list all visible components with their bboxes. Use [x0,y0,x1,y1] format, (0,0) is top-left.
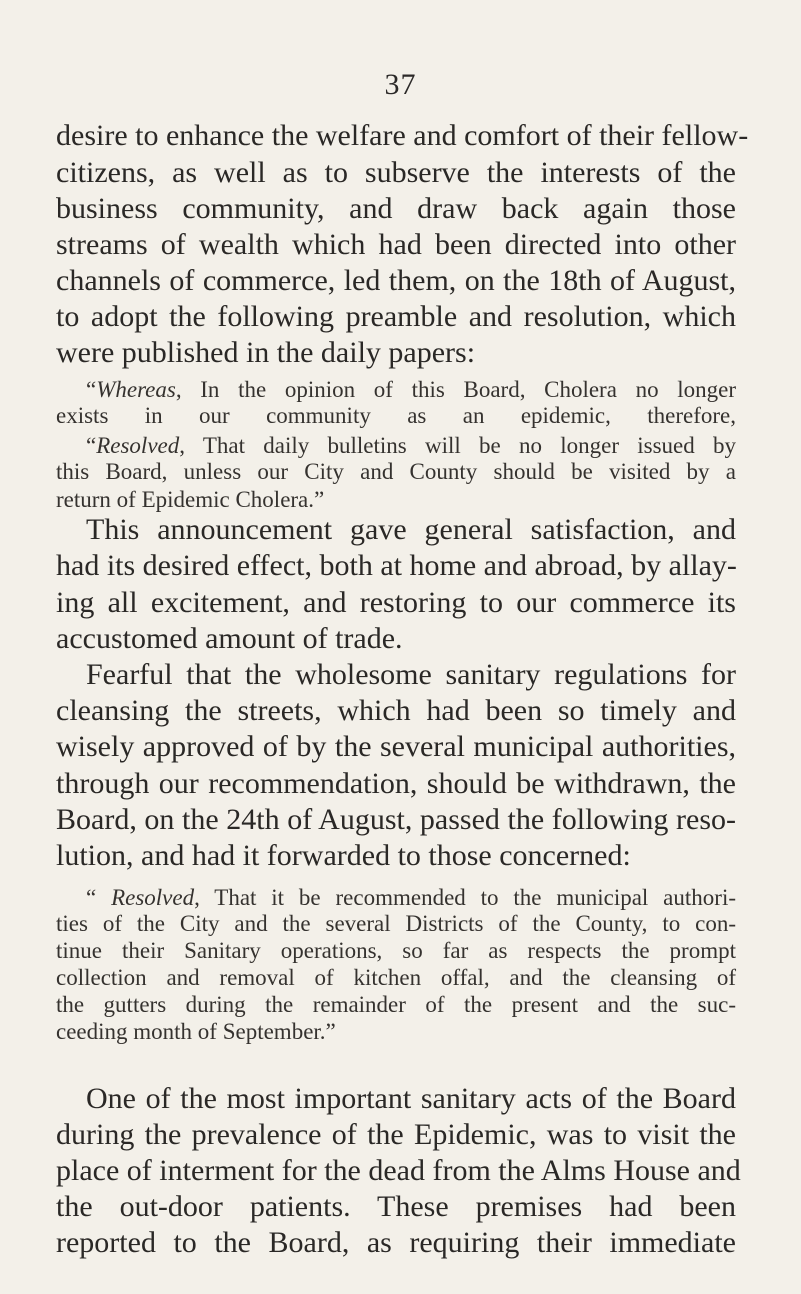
text-line [86,432,736,460]
text-line: channels of commerce, led them, on the 18th of August, [56,264,736,297]
text-line: business community, and draw back again those [56,192,736,225]
text-line: ceeding month of September.” [56,1019,336,1044]
text-line: collection and removal of kitchen offal, and the cleansing of [56,965,736,990]
text-span: , That daily bulletins will be no longer issued by [179,433,736,458]
text-line: return of Epidemic Cholera.” [56,487,325,512]
text-line: wisely approved of by the several municipal authorities, [56,730,736,763]
text-line: the out-door patients. These premises had been [56,1190,736,1223]
italic-term: Whereas [96,377,176,402]
text-line: to adopt the following preamble and resolution, which [56,300,736,333]
text-line [86,376,736,404]
text-line: cleansing the streets, which had been so timely and [56,694,736,727]
text-line: had its desired effect, both at home and abroad, by allay- [56,549,737,582]
page-number: 37 [384,68,417,101]
quote-mark: “ [86,377,97,402]
quote-mark: “ [86,885,112,910]
text-line: this Board, unless our City and County should be visited by a [56,459,736,484]
text-line: exists in our community as an epidemic, therefore, [56,403,736,428]
italic-term: Resolved [96,433,180,458]
text-line: were published in the daily papers: [56,336,476,369]
italic-term: Resolved [111,885,195,910]
quote-mark: “ [86,433,97,458]
text-line: desire to enhance the welfare and comfort of their fellow- [56,119,749,152]
text-line: One of the most important sanitary acts of the Board [86,1082,736,1115]
text-line [86,884,736,912]
text-line: Fearful that the wholesome sanitary regulations for [86,658,736,691]
text-line: ing all excitement, and restoring to our commerce its [56,586,736,619]
text-line: accustomed amount of trade. [56,622,403,655]
text-line: reported to the Board, as requiring their immediate [56,1226,736,1259]
text-line: during the prevalence of the Epidemic, was to visit the [56,1118,736,1151]
text-line: This announcement gave general satisfaction, and [86,513,736,546]
text-line: citizens, as well as to subserve the interests of the [56,156,736,189]
text-line: the gutters during the remainder of the present and the suc- [56,992,736,1017]
text-line: Board, on the 24th of August, passed the following reso- [56,803,736,836]
text-line: place of interment for the dead from the Alms House and [56,1154,741,1187]
text-span: , In the opinion of this Board, Cholera no longer [175,377,736,402]
text-line: tinue their Sanitary operations, so far as respects the prompt [56,938,736,963]
text-line: ties of the City and the several Districts of the County, to con- [56,911,736,936]
text-span: , That it be recommended to the municipal authori- [194,885,736,910]
text-line: lution, and had it forwarded to those concerned: [56,839,631,872]
text-line: through our recommendation, should be withdrawn, the [56,767,736,800]
text-line: streams of wealth which had been directed into other [56,228,736,261]
